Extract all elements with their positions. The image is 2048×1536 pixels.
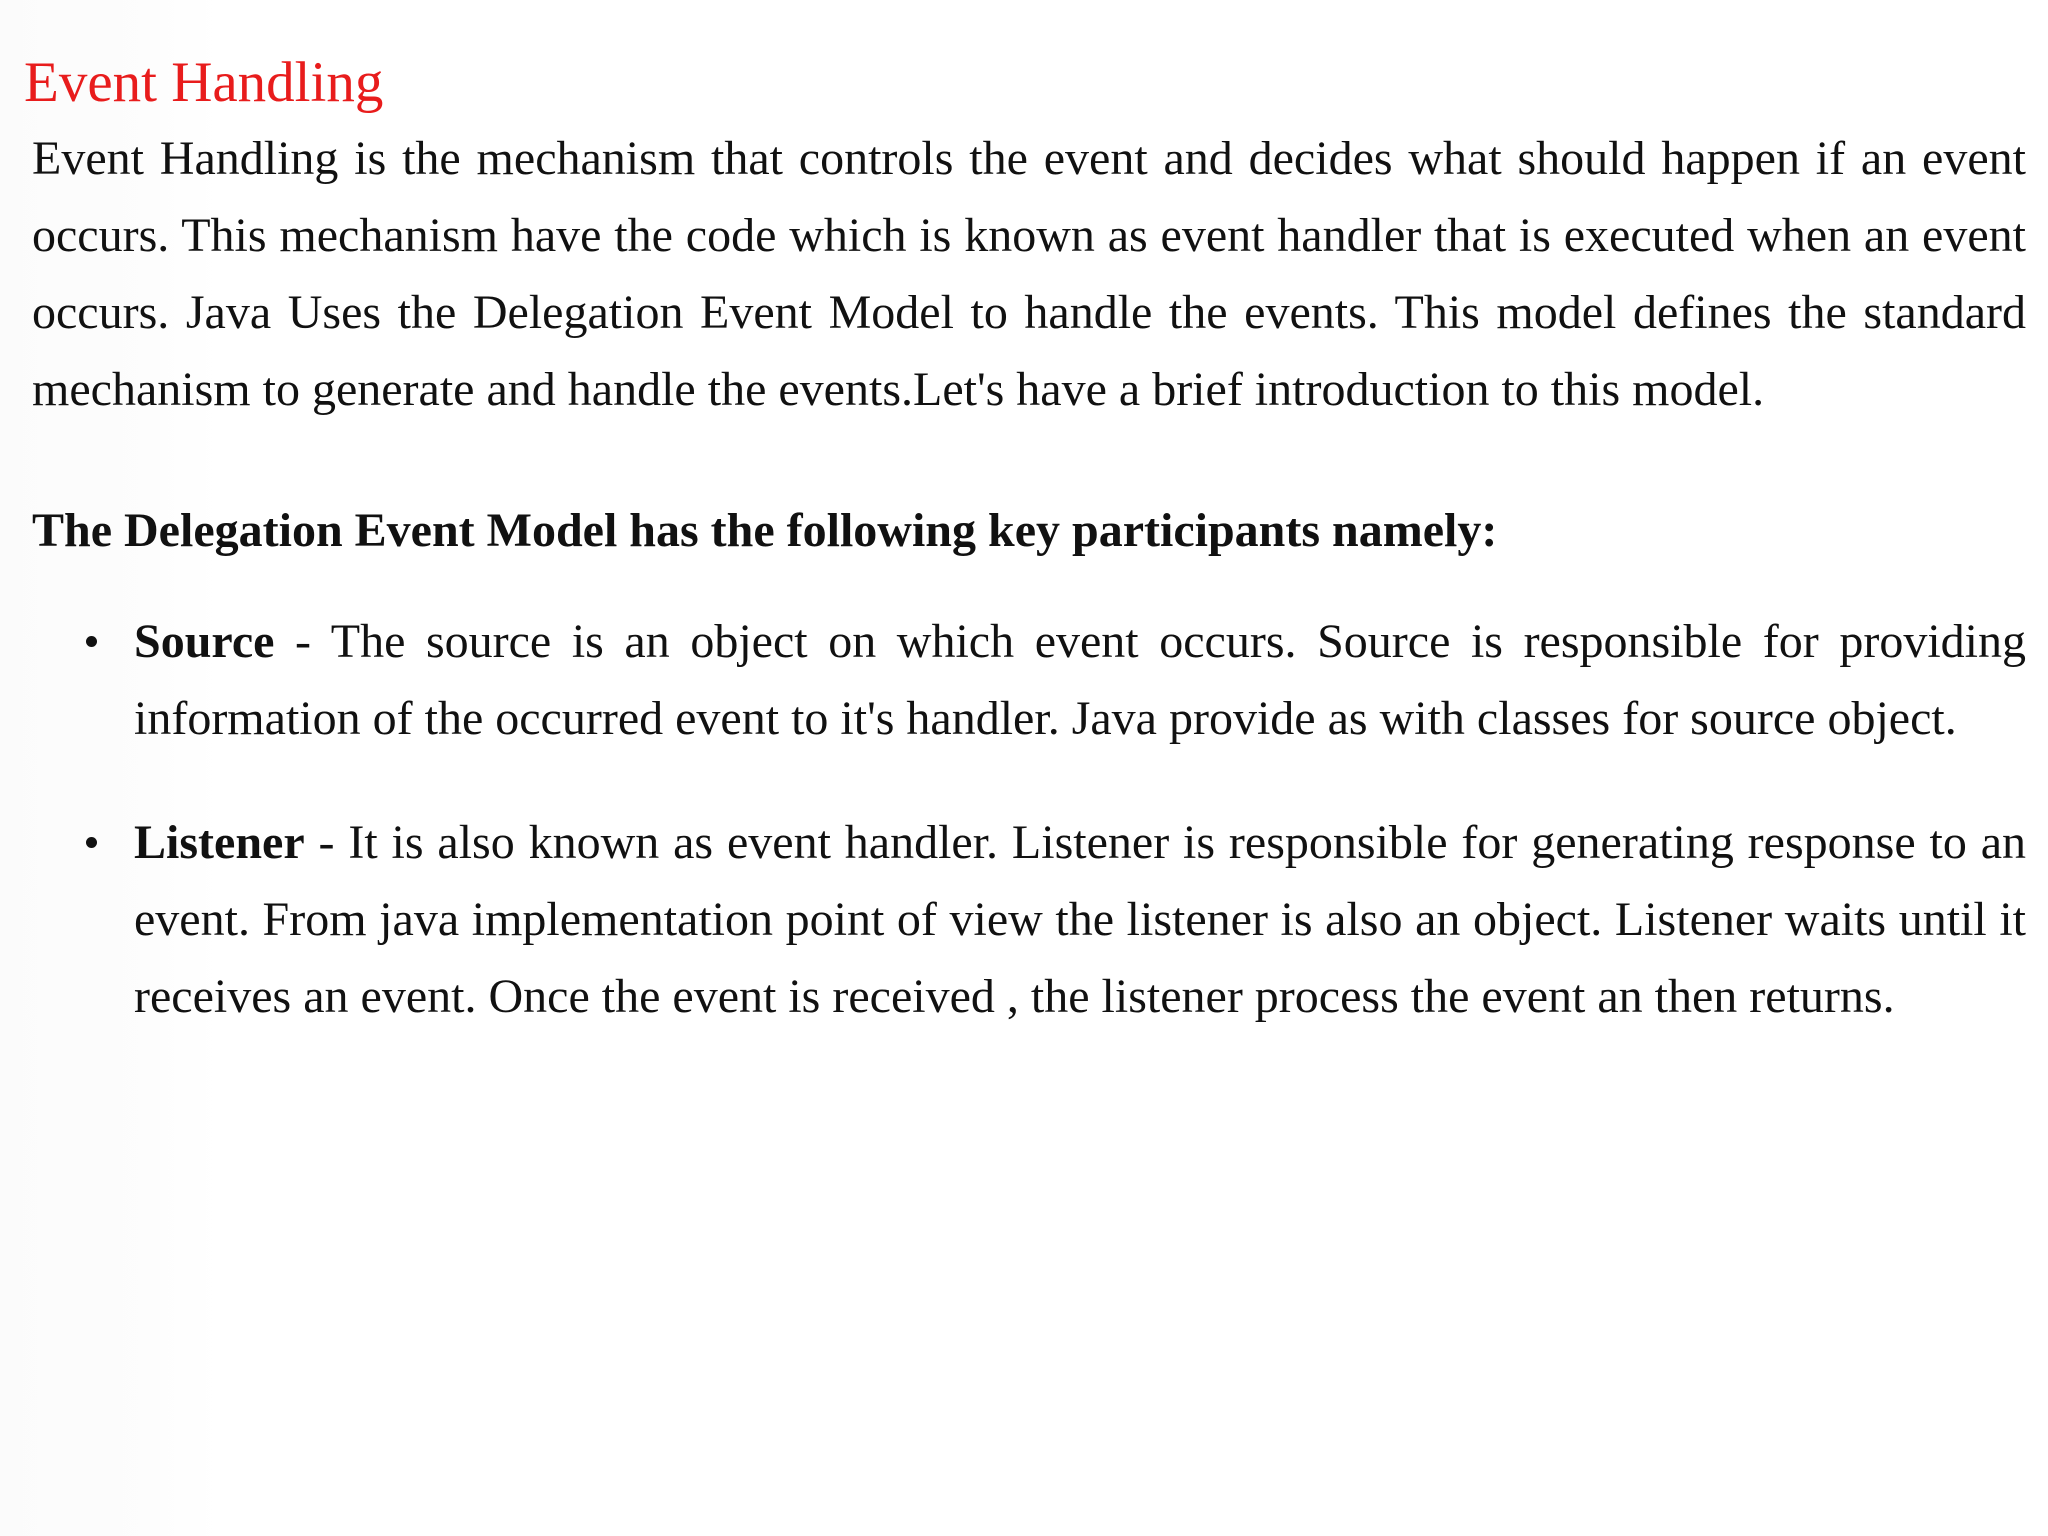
description-source: The source is an object on which event occurs. Source is responsible for providing information of the occurred event to it's handler. Java provide as with classes for source object.	[134, 615, 2027, 745]
term-listener: Listener	[134, 816, 305, 869]
bullet-icon	[86, 837, 97, 848]
term-source: Source	[134, 615, 275, 668]
participants-list	[134, 603, 2026, 1035]
term-separator: -	[304, 816, 349, 869]
list-item-listener	[134, 804, 2026, 1035]
list-item-source	[134, 603, 2026, 757]
participants-heading: The Delegation Event Model has the following key participants namely:	[32, 504, 1498, 557]
description-listener: It is also known as event handler. Listener is responsible for generating response to an event. From java implementation point of view the listener is also an object. Listener waits until it receives an event. Once the event is received , the listener process the event an then returns.	[134, 816, 2026, 1023]
bullet-icon	[86, 636, 97, 647]
term-separator: -	[274, 615, 331, 668]
intro-paragraph: Event Handling is the mechanism that controls the event and decides what should happen if an event occurs. This mechanism have the code which is known as event handler that is executed when an event occurs. Java Uses the Delegation Event Model to handle the events. This model defines the standard mechanism to generate and handle the events.Let's have a brief introduction to this model.	[32, 132, 2026, 416]
page-title: Event Handling	[24, 51, 384, 114]
